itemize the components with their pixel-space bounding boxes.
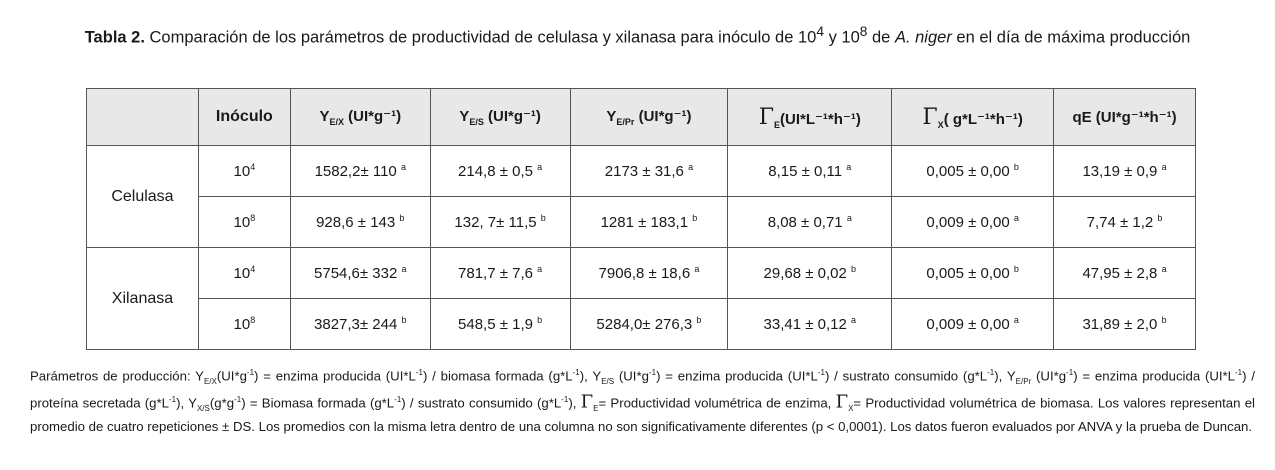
- value-cell: 781,7 ± 7,6 $^a$: [430, 248, 570, 299]
- group-label-xilanasa: Xilanasa: [87, 248, 199, 350]
- value-cell: 13,19 ± 0,9 $^a$: [1054, 146, 1196, 197]
- value-cell: 0,009 ± 0,00 $^a$: [892, 197, 1054, 248]
- value-cell: 8,15 ± 0,11 $^a$: [728, 146, 892, 197]
- group-label-celulasa: Celulasa: [87, 146, 199, 248]
- caption-text: Comparación de los parámetros de productividad de celulasa y xilanasa para inóculo de 10: [144, 28, 817, 47]
- value-cell: 1582,2± 110 $^a$: [290, 146, 430, 197]
- header-cell-yes: $Y_{E/S}$ (UI*g⁻¹): [430, 89, 570, 146]
- value-cell: 5284,0± 276,3 $^b$: [570, 299, 728, 350]
- value-cell: 33,41 ± 0,12 $^a$: [728, 299, 892, 350]
- value-cell: 7,74 ± 1,2 $^b$: [1054, 197, 1196, 248]
- table-row: [87, 248, 1196, 299]
- value-cell: 29,68 ± 0,02 $^b$: [728, 248, 892, 299]
- inoculo-cell: $10^4$: [198, 248, 290, 299]
- productivity-table: [86, 88, 1196, 350]
- table-row: [87, 146, 1196, 197]
- value-cell: 1281 ± 183,1 $^b$: [570, 197, 728, 248]
- table-caption: [40, 20, 1235, 50]
- value-cell: 928,6 ± 143 $^b$: [290, 197, 430, 248]
- value-cell: 214,8 ± 0,5 $^a$: [430, 146, 570, 197]
- gamma-symbol: Γ: [835, 391, 849, 413]
- caption-sup: 4: [816, 24, 824, 39]
- value-cell: 31,89 ± 2,0 $^b$: [1054, 299, 1196, 350]
- gamma-symbol: Γ: [580, 391, 594, 413]
- value-cell: 7906,8 ± 18,6 $^a$: [570, 248, 728, 299]
- caption-sup: 8: [859, 24, 868, 39]
- value-cell: 0,009 ± 0,00 $^a$: [892, 299, 1054, 350]
- value-cell: 47,95 ± 2,8 $^a$: [1054, 248, 1196, 299]
- value-cell: 548,5 ± 1,9 $^b$: [430, 299, 570, 350]
- value-cell: 3827,3± 244 $^b$: [290, 299, 430, 350]
- table-footnote: Parámetros de producción: $Y_{E/X}(UI*g^{-1})$ = enzima producida $(UI*L^{-1})$ / biomasa formada $(g*L^{-1})$, $Y_{E/S}$ $(UI*g^{-1})$ = enzima producida $(UI*L^{-1})$ / sustrato consumido $(g*L^{-1})$, $Y_{E/Pr}$ $(UI*g^{-1})$ = enzima producida $(UI*L^{-1})$ / proteína secretada $(g*L^{-1})$, $Y_{X/S}(g*g^{-1})$ = Biomasa formada $(g*L^{-1})$ / sustrato consumido $(g*L^{-1})$, $\Gamma_E=$ Productividad volumétrica de enzima, $\Gamma_X=$ Productividad volumétrica de biomasa. Los valores representan el promedio de cuatro repeticiones ± DS. Los promedios con la misma letra dentro de una columna no son significativamente diferentes (p < 0,0001). Los datos fueron evaluados por ANVA y la prueba de Duncan.: [30, 368, 1255, 435]
- header-cell-empty: [87, 89, 199, 146]
- caption-text: de: [867, 28, 895, 47]
- caption-text: y 10: [823, 28, 860, 47]
- header-cell-yex: $Y_{E/X}$ (UI*g⁻¹): [290, 89, 430, 146]
- inoculo-cell: $10^8$: [198, 299, 290, 350]
- header-cell-gamma-x: $\Gamma_X$( g*L⁻¹*h⁻¹): [892, 89, 1054, 146]
- header-cell-gamma-e: $\Gamma_E(UI*L^{-1}*h^{-1})$: [728, 89, 892, 146]
- table-row: [87, 197, 1196, 248]
- value-cell: 132, 7± 11,5 $^b$: [430, 197, 570, 248]
- value-cell: 5754,6± 332 $^a$: [290, 248, 430, 299]
- table-row: [87, 299, 1196, 350]
- caption-organism: A. niger: [894, 28, 952, 47]
- caption-text: en el día de máxima producción: [951, 28, 1191, 47]
- caption-label: Tabla 2.: [84, 28, 145, 47]
- header-cell-qe: qE (UI*g⁻¹*h⁻¹): [1054, 89, 1196, 146]
- value-cell: 0,005 ± 0,00 $^b$: [892, 146, 1054, 197]
- header-row: [87, 89, 1196, 146]
- header-cell-inoculo: Inóculo: [198, 89, 290, 146]
- header-cell-yepr: $Y_{E/Pr}$ (UI*g⁻¹): [570, 89, 728, 146]
- inoculo-cell: $10^8$: [198, 197, 290, 248]
- value-cell: 0,005 ± 0,00 $^b$: [892, 248, 1054, 299]
- value-cell: 8,08 ± 0,71 $^a$: [728, 197, 892, 248]
- inoculo-cell: $10^4$: [198, 146, 290, 197]
- value-cell: 2173 ± 31,6 $^a$: [570, 146, 728, 197]
